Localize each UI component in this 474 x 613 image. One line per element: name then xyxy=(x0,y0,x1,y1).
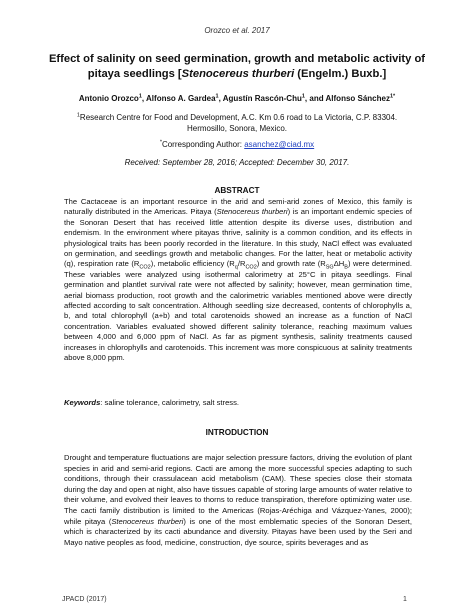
abstract-text: ) were determined. These variables were analyzed using isothermal calorimetry at 25°C in pitaya seedlings. Final germination and plantlet survival rate were not affected by salinity; however, mean germination time, aerial biomass production, root growth and the calorimetric variables mentioned above were directly affected according to salt concentration. Although seedling size decreased, contents of chlorophylls a, b, and total chlorophyll (a+b) and total carotenoids showed an increase as a function of NaCl concentration. Variables evaluated showed different salinity tolerance, reaching maximum values between 4,000 and 6,000 ppm of NaCl. As far as pigment synthesis, salinity treatments caused increases in chlorophylls and carotenoids. This increment was more conspicuous at salinity treatments above 8,000 ppm. xyxy=(64,259,412,363)
introduction-text: ) is one of the most emblematic species of the Sonoran Desert, which is characterized by its cacti abundance and diversity. Pitayas have been used by the Seri and Mayo native peoples as food, medicine, construction, dye source, spirits beverages and as xyxy=(64,516,412,547)
introduction-species: Stenocereus thurberi xyxy=(111,516,184,526)
abstract-text: ) and growth rate (R xyxy=(256,259,326,269)
abstract-text: ), metabolic efficiency (R xyxy=(150,259,235,269)
abstract-heading: ABSTRACT xyxy=(214,186,260,195)
keywords xyxy=(64,398,412,407)
abstract-subscript: q xyxy=(234,264,238,271)
received-accepted-dates: Received: September 28, 2016; Accepted: December 30, 2017. xyxy=(124,158,350,167)
introduction-body xyxy=(64,453,412,548)
abstract-species: Stenocereus thurberi xyxy=(216,207,288,217)
title-tail: (Engelm.) Buxb.] xyxy=(294,68,387,80)
author-list xyxy=(30,94,444,103)
title-main: Effect of salinity on seed germination, growth and metabolic activity of pitaya seedlings [ xyxy=(48,53,426,80)
abstract-subscript: CO2 xyxy=(245,264,257,271)
author-sup: 1 xyxy=(301,93,305,100)
affiliation-sup: 1 xyxy=(76,112,80,119)
abstract-subscript: CO2 xyxy=(139,264,151,271)
footer-page-number: 1 xyxy=(403,596,407,603)
running-head: Orozco et al. 2017 xyxy=(204,26,270,35)
abstract-body xyxy=(64,197,412,364)
introduction-text: Drought and temperature fluctuations are major selection pressure factors, driving the evolution of plant species in arid and semi-arid regions. Cacti are among the more successful species adapting to such conditions, through their crassulacean acid metabolism (CAM). These species close their stomata during the day and open at night, also have tissues capable of storing large amounts of water relative to their volume, and evolved their leaves to thorns to reduce transpiration, therefore optimizing water use. The cacti family distribution is limited to the Americas (Rojas-Aréchiga and Vázquez-Yanes, 2000); while pitaya ( xyxy=(64,453,412,526)
paper-title xyxy=(40,52,434,82)
abstract-subscript: B xyxy=(344,264,348,271)
affiliation-line1: Research Centre for Food and Development, A.C. Km 0.6 road to La Victoria, C.P. 83304. xyxy=(79,113,398,122)
keywords-text: : saline tolerance, calorimetry, salt stress. xyxy=(100,398,240,407)
author-name: Antonio Orozco xyxy=(78,94,139,103)
abstract-text: ) is an important endemic species of the Sonoran Desert that has received little attention despite its diverse uses, distribution and endemism. In the environment where pitayas thrive, salinity is a common condition, and its effects in physiological traits has been poorly recorded in the literature. In this study, NaCl effect was evaluated on germination, and seedlings growth and metabolic changes. For the latter, heat or metabolic activity (q), respiration rate (R xyxy=(64,207,412,269)
affiliation-line2: Hermosillo, Sonora, Mexico. xyxy=(186,124,288,133)
abstract-text: ΔH xyxy=(333,259,345,269)
author-sep: , xyxy=(218,94,223,103)
footer-journal: JPACD (2017) xyxy=(62,596,107,603)
author-sup: 1 xyxy=(215,93,219,100)
introduction-heading: INTRODUCTION xyxy=(205,428,269,437)
author-sup: 1 xyxy=(138,93,142,100)
corresponding-author xyxy=(40,140,434,149)
author-sup: 1* xyxy=(389,93,396,100)
keywords-label: Keywords xyxy=(64,398,101,407)
title-species: Stenocereus thurberi xyxy=(181,68,295,80)
author-name: Alfonso A. Gardea xyxy=(146,94,216,103)
author-sep: , xyxy=(141,94,147,103)
author-sep: , and xyxy=(304,94,326,103)
affiliation xyxy=(40,112,434,134)
corresponding-sup: * xyxy=(159,139,162,146)
author-name: Alfonso Sánchez xyxy=(325,94,390,103)
abstract-text: /R xyxy=(237,259,246,269)
author-name: Agustín Rascón-Chu xyxy=(222,94,302,103)
corresponding-email-link[interactable]: asanchez@ciad.mx xyxy=(244,140,315,149)
abstract-subscript: SG xyxy=(325,264,334,271)
corresponding-label: Corresponding Author: xyxy=(161,140,245,149)
abstract-text: The Cactaceae is an important resource in the arid and semi-arid zones of Mexico, this family is naturally distributed in the Americas. Pitaya ( xyxy=(64,197,412,217)
